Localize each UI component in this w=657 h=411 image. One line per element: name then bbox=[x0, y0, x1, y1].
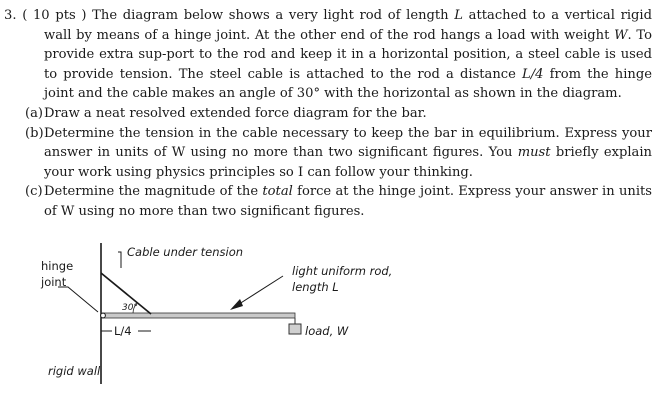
problem-points: ( 10 pts ) bbox=[22, 8, 87, 23]
cable-label: Cable under tension bbox=[127, 245, 244, 259]
rod-label-line2: length L bbox=[292, 280, 339, 294]
distance-label: L/4 bbox=[114, 324, 132, 338]
rod-arrowhead bbox=[230, 299, 243, 310]
hinge-label-leader bbox=[58, 287, 98, 312]
rod-label-line1: light uniform rod, bbox=[292, 264, 393, 278]
rod-label-leader bbox=[236, 276, 283, 306]
intro-text-3: . To provide extra sup-port to the rod and keep it in a horizontal position, a steel cable is used to provide tension. The steel cable is attached to the rod a distance bbox=[44, 27, 652, 82]
part-c-text-2: force at the hinge joint. Express your answer in units of W using no more than two significant figures. bbox=[44, 184, 653, 219]
part-a-text: Draw a neat resolved extended force diagram for the bar. bbox=[44, 105, 427, 121]
hinge-label-line1: hinge bbox=[41, 259, 74, 273]
rod bbox=[101, 313, 295, 318]
part-b-text-1: Determine the tension in the cable necessary to keep the bar in equilibrium. Express your answer in units of W using no more than two significant figures. You bbox=[44, 125, 652, 161]
part-c-text-1: Determine the magnitude of the bbox=[44, 184, 263, 200]
variable-W: W bbox=[614, 27, 628, 43]
cable-label-leader bbox=[118, 252, 121, 268]
intro-text-4: from the hinge joint and the cable makes an angle of 30° with the horizontal as shown in the diagram. bbox=[44, 66, 652, 102]
problem-number: 3. bbox=[4, 8, 17, 23]
variable-L: L bbox=[454, 8, 463, 23]
hinge-label-line2: joint bbox=[41, 275, 67, 289]
variable-L-over-4: L/4 bbox=[522, 66, 544, 82]
intro-text-2: attached to a vertical rigid wall by means of a hinge joint. At the other end of the rod hangs a load with weight bbox=[44, 8, 652, 43]
part-b-emphasis: must bbox=[517, 145, 551, 161]
part-b-text-2: briefly explain your work using physics principles so I can follow your thinking. bbox=[44, 145, 652, 180]
part-b-label: (b) bbox=[25, 125, 44, 141]
part-c-emphasis: total bbox=[262, 184, 293, 200]
load-label: load, W bbox=[305, 324, 349, 338]
angle-label: 30° bbox=[122, 303, 138, 313]
part-a-label: (a) bbox=[25, 105, 44, 121]
hinge-pin bbox=[101, 313, 106, 318]
intro-text-1: The diagram below shows a very light rod of length bbox=[92, 8, 455, 23]
part-c-label: (c) bbox=[25, 184, 43, 200]
load-block bbox=[289, 324, 301, 334]
wall-label: rigid wall bbox=[48, 364, 101, 378]
